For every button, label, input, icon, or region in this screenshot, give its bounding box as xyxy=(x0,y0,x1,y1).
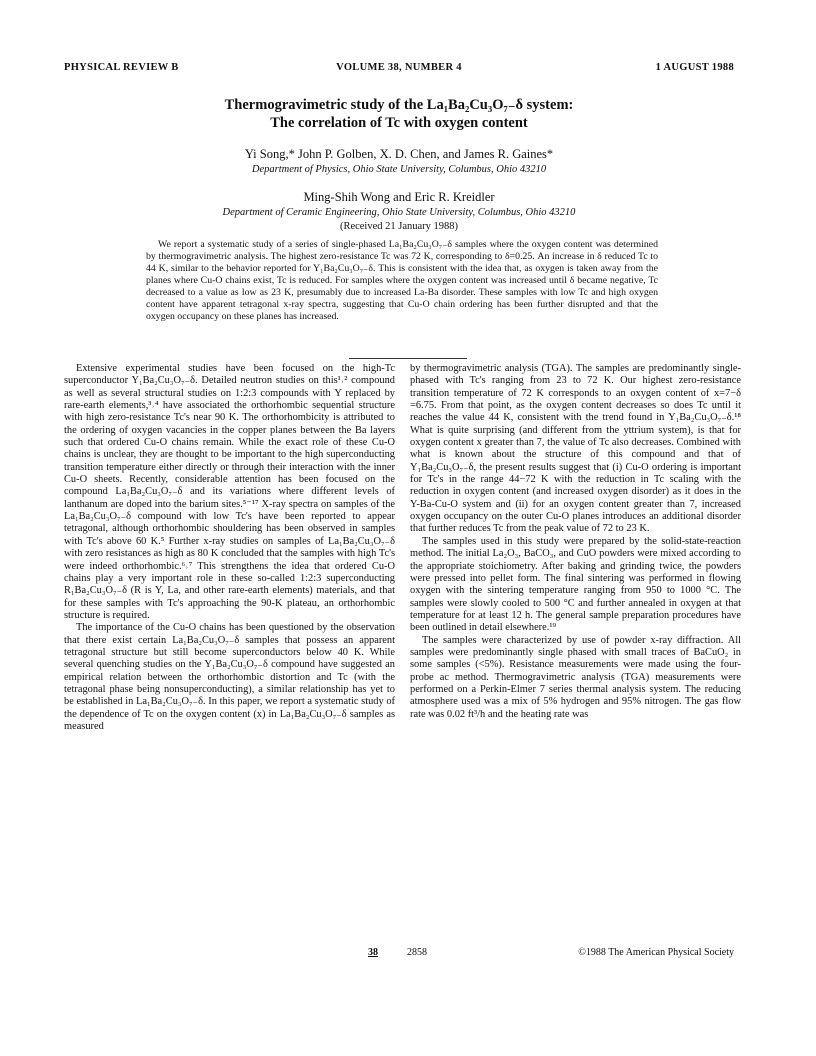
paragraph: Extensive experimental studies have been focused on the high-Tc superconductor Y₁Ba₂Cu₃O₇₋δ. Detailed neutron studies on this¹˒² compound as well as several structural studies on 1:2:3 compounds with Y replaced by rare-earth elements,³˒⁴ have associated the orthorhombic sequential structure with high zero-resistance Tc's near 90 K. The orthorhombicity is attributed to the ordering of oxygen vacancies in the copper planes between the Ba layers such that ordered Cu-O chains remain. While the exact role of these Cu-O chains is unclear, they are thought to be important to the high superconducting transition temperature either directly or through their interaction with the inner Cu-O sheets. Recently, considerable attention has been focused on the compound La₁Ba₂Cu₃O₇₋δ and its variations where different levels of lanthanum are doped into the barium sites.⁵⁻¹⁷ X-ray spectra on samples of the La₁Ba₂Cu₃O₇₋δ compound with low Tc's have been reported to appear tetragonal, although orthorhombic shouldering has been observed in samples with Tc's above 60 K.⁵ Further x-ray studies on samples of La₁Ba₂Cu₃O₇₋δ with zero resistances as high as 80 K concluded that the samples with high Tc's were indeed orthorhombic.⁶˒⁷ This strengthens the idea that ordered Cu-O chains play a very important role in these so-called 1:2:3 superconducting R₁Ba₂Cu₃O₇₋δ (R is Y, La, and other rare-earth elements) materials, and that for these samples with Tc's approaching the 90-K plateau, an orthorhombic structure is required. xyxy=(64,363,395,621)
footer-volume: 38 xyxy=(368,947,378,958)
paragraph: The importance of the Cu-O chains has been questioned by the observation that there exist certain La₁Ba₂Cu₃O₇₋δ samples that possess an apparent tetragonal structure but still become superconductors below 40 K. While several quenching studies on the Y₁Ba₂Cu₃O₇₋δ compound have suggested an empirical relation between the orthorhombic distortion and Tc (with the tetragonal phase being nonsuperconducting), a similar relationship has yet to be established in La₁Ba₂Cu₃O₇₋δ. In this paper, we report a systematic study of the dependence of Tc on the oxygen content (x) in La₁Ba₂Cu₃O₇₋δ samples as measured xyxy=(64,622,395,732)
article-title xyxy=(64,96,734,132)
footer-copyright: ©1988 The American Physical Society xyxy=(578,947,734,958)
body-column-left xyxy=(64,363,395,733)
paragraph: The samples were characterized by use of powder x-ray diffraction. All samples were predominantly single phased with small traces of BaCuO₂ in some samples (<5%). Resistance measurements were made using the four-probe ac method. Thermogravimetric analysis (TGA) measurements were performed on a Perkin-Elmer 7 series thermal analysis system. The reducing atmosphere used was a mix of 5% hydrogen and 95% nitrogen. The gas flow rate was 0.02 ft³/h and the heating rate was xyxy=(410,634,741,720)
affiliation-1: Department of Physics, Ohio State University, Columbus, Ohio 43210 xyxy=(251,164,547,175)
abstract-divider xyxy=(349,358,467,359)
abstract: We report a systematic study of a series of single-phased La₁Ba₂Cu₃O₇₋δ samples where the oxygen content was determined by thermogravimetric analysis. The highest zero-resistance Tc was 72 K, corresponding to δ=0.25. An increase in δ reduced Tc to 44 K, similar to the behavior reported for Y₁Ba₂Cu₃O₇₋δ. This is consistent with the idea that, as oxygen is taken away from the planes where Cu-O chains exist, Tc is reduced. For samples where the oxygen content was increased until δ became negative, Tc decreased to a value as low as 23 K, presumably due to increased La-Ba disorder. These samples with low Tc and high oxygen content have apparent tetragonal x-ray spectra, suggesting that Cu-O chain ordering has been further disrupted and that the oxygen occupancy on these planes has increased. xyxy=(146,239,658,323)
title-line-1: Thermogravimetric study of the La₁Ba₂Cu₃O₇₋δ system: xyxy=(224,97,574,113)
journal-name: PHYSICAL REVIEW B xyxy=(64,62,179,73)
footer-page-number: 2858 xyxy=(407,947,427,958)
title-line-2: The correlation of Tc with oxygen content xyxy=(270,115,528,131)
volume-issue: VOLUME 38, NUMBER 4 xyxy=(336,62,462,73)
page-footer xyxy=(64,947,734,961)
paragraph: by thermogravimetric analysis (TGA). The samples are predominantly single-phased with Tc's ranging from 23 to 72 K. Our highest zero-resistance transition temperature of 72 K corresponds to an oxygen content of x=7−δ =6.75. From that point, as the oxygen content decreases so does Tc until it reaches the value 44 K, consistent with the trend found in Y₁Ba₂Cu₃O₇₋δ.¹⁸ What is quite surprising (and different from the yttrium system), is that for oxygen content x greater than 7, the value of Tc also decreases. Combined with what is known about the structure of this compound and that of Y₁Ba₂Cu₃O₇₋δ, the present results suggest that (i) Cu-O ordering is important for Tc's in the range 44−72 K with the reduction in Tc scaling with the reduction in oxygen content (and increased oxygen disorder) as it does in the Y-Ba-Cu-O system and (ii) for an oxygen content greater than 7, increased oxygen occupancy on the outer Cu-O planes introduces an additional disorder that further reduces Tc from the peak value of 72 to 23 K. xyxy=(410,363,741,535)
authors-group-1: Yi Song,* John P. Golben, X. D. Chen, and James R. Gaines* xyxy=(244,147,554,161)
issue-date: 1 AUGUST 1988 xyxy=(655,62,734,73)
running-header xyxy=(64,62,734,78)
authors-group-2: Ming-Shih Wong and Eric R. Kreidler xyxy=(303,190,495,204)
affiliation-2: Department of Ceramic Engineering, Ohio State University, Columbus, Ohio 43210 xyxy=(222,207,576,218)
paragraph: The samples used in this study were prepared by the solid-state-reaction method. The initial La₂O₃, BaCO₃, and CuO powders were mixed according to the appropriate stoichiometry. After baking and grinding twice, the powders were pressed into pellet form. The final sintering was performed in flowing oxygen with the sintering temperature ranging from 950 to 1000 °C. The samples were slowly cooled to 500 °C and further annealed in oxygen at that temperature for at least 12 h. The general sample preparation procedures have been outlined in detail elsewhere.¹⁹ xyxy=(410,535,741,634)
body-column-right xyxy=(410,363,741,721)
received-date: (Received 21 January 1988) xyxy=(339,221,459,232)
